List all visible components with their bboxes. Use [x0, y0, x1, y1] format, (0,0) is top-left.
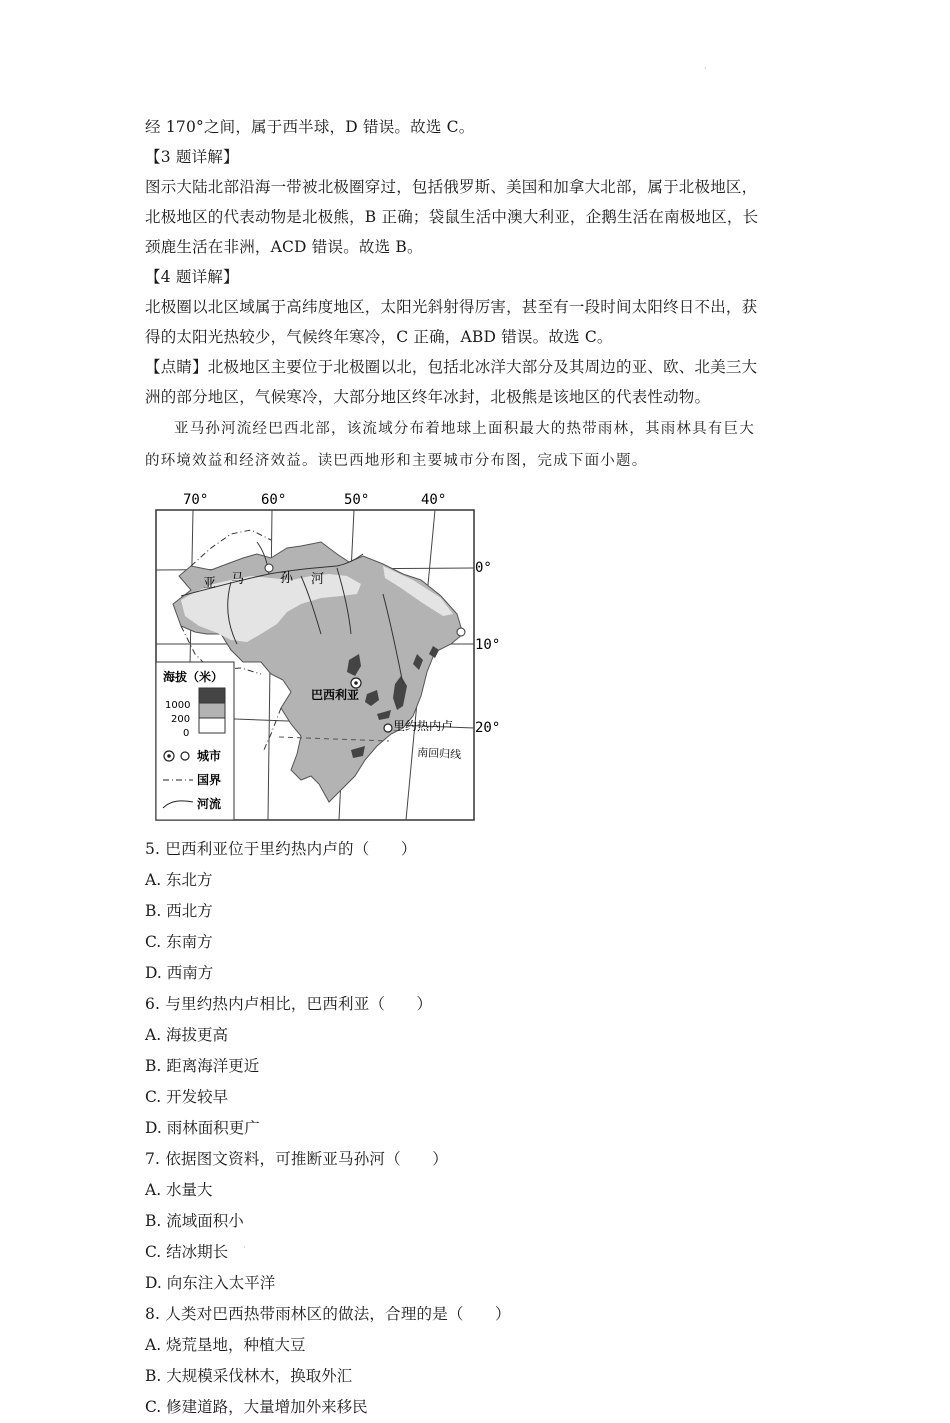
legend-swatch-mid [199, 703, 225, 718]
question-stem: 5. 巴西利亚位于里约热内卢的（ ） [145, 840, 417, 858]
option-a[interactable]: A. 水量大 [145, 1181, 213, 1199]
question-stem: 7. 依据图文资料，可推断亚马孙河（ ） [145, 1150, 448, 1168]
river-label-char: 河 [311, 572, 325, 587]
option-b[interactable]: B. 距离海洋更近 [145, 1057, 260, 1075]
option-a[interactable]: A. 海拔更高 [145, 1026, 229, 1044]
answer-line: 经 170°之间，属于西半球，D 错误。故选 C。 [145, 118, 475, 136]
tip-line: 洲的部分地区，气候寒冷，大部分地区终年冰封，北极熊是该地区的代表性动物。 [145, 388, 711, 406]
question-stem: 6. 与里约热内卢相比，巴西利亚（ ） [145, 995, 433, 1013]
answer-line: 图示大陆北部沿海一带被北极圈穿过，包括俄罗斯、美国和加拿大北部，属于北极地区， [145, 178, 758, 196]
option-d[interactable]: D. 雨林面积更广 [145, 1119, 260, 1137]
answer-line: 得的太阳光热较少，气候终年寒冷，C 正确，ABD 错误。故选 C。 [145, 328, 613, 346]
rio-marker [384, 724, 392, 732]
page-content [145, 112, 805, 1423]
legend-value: 0 [183, 728, 190, 739]
option-c[interactable]: C. 东南方 [145, 933, 213, 951]
section-heading: 【4 题详解】 [145, 268, 239, 286]
answer-line: 北极地区的代表动物是北极熊，B 正确；袋鼠生活中澳大利亚，企鹅生活在南极地区，长 [145, 208, 759, 226]
lat-label-0: 0° [475, 560, 492, 576]
legend-city-symbol [181, 752, 189, 760]
option-d[interactable]: D. 向东注入太平洋 [145, 1274, 276, 1292]
legend-swatch-low [199, 718, 225, 733]
question-8 [145, 1299, 805, 1423]
tip-line: 【点睛】北极地区主要位于北极圈以北，包括北冰洋大部分及其周边的亚、欧、北美三大 [145, 358, 758, 376]
city-marker [265, 564, 273, 572]
answer-line: 北极圈以北区域属于高纬度地区，太阳光斜射得厉害，甚至有一段时间太阳终日不出，获 [145, 298, 758, 316]
brazil-map [151, 484, 501, 824]
lon-label-40: 40° [421, 492, 447, 508]
page-mark: · [704, 64, 707, 73]
legend-title: 海拔（米） [163, 670, 224, 684]
option-b[interactable]: B. 西北方 [145, 902, 213, 920]
legend-value: 200 [171, 714, 191, 725]
legend-river-label: 河流 [197, 797, 222, 811]
lat-label-10: 10° [475, 637, 501, 653]
question-5 [145, 834, 805, 989]
option-c[interactable]: C. 结冰期长 [145, 1243, 229, 1261]
rio-label: 里约热内卢 [393, 719, 454, 733]
option-c[interactable]: C. 开发较早 [145, 1088, 229, 1106]
legend [156, 662, 234, 820]
option-a[interactable]: A. 烧荒垦地，种植大豆 [145, 1336, 306, 1354]
brasilia-marker-dot [354, 681, 358, 685]
question-6 [145, 989, 805, 1144]
intro-line: 亚马孙河流经巴西北部，该流域分布着地球上面积最大的热带雨林，其雨林具有巨大 [174, 421, 755, 437]
section-heading: 【3 题详解】 [145, 148, 239, 166]
lat-label-20: 20° [475, 720, 501, 736]
option-c[interactable]: C. 修建道路，大量增加外来移民 [145, 1398, 368, 1416]
tropic-label: 南回归线 [416, 746, 462, 762]
river-label-char: 亚 [203, 576, 217, 591]
legend-value: 1000 [165, 700, 191, 711]
lon-label-70: 70° [183, 492, 209, 508]
question-stem: 8. 人类对巴西热带雨林区的做法，合理的是（ ） [145, 1305, 511, 1323]
option-b[interactable]: B. 大规模采伐林木，换取外汇 [145, 1367, 353, 1385]
option-b[interactable]: B. 流域面积小 [145, 1212, 244, 1230]
legend-city-label: 城市 [197, 749, 222, 763]
city-marker [457, 628, 465, 636]
river-label-char: 孙 [280, 571, 294, 586]
page-mark: · [243, 1243, 246, 1252]
question-7 [145, 1144, 805, 1299]
lon-label-60: 60° [261, 492, 287, 508]
answer-line: 颈鹿生活在非洲，ACD 错误。故选 B。 [145, 238, 423, 256]
lon-label-50: 50° [344, 492, 370, 508]
option-a[interactable]: A. 东北方 [145, 871, 213, 889]
option-d[interactable]: D. 西南方 [145, 964, 214, 982]
legend-swatch-high [199, 688, 225, 703]
intro-line: 的环境效益和经济效益。读巴西地形和主要城市分布图，完成下面小题。 [145, 453, 648, 469]
brasilia-label: 巴西利亚 [311, 688, 360, 702]
legend-border-label: 国界 [197, 773, 222, 787]
river-label-char: 马 [231, 572, 245, 587]
legend-capital-dot [167, 754, 171, 758]
